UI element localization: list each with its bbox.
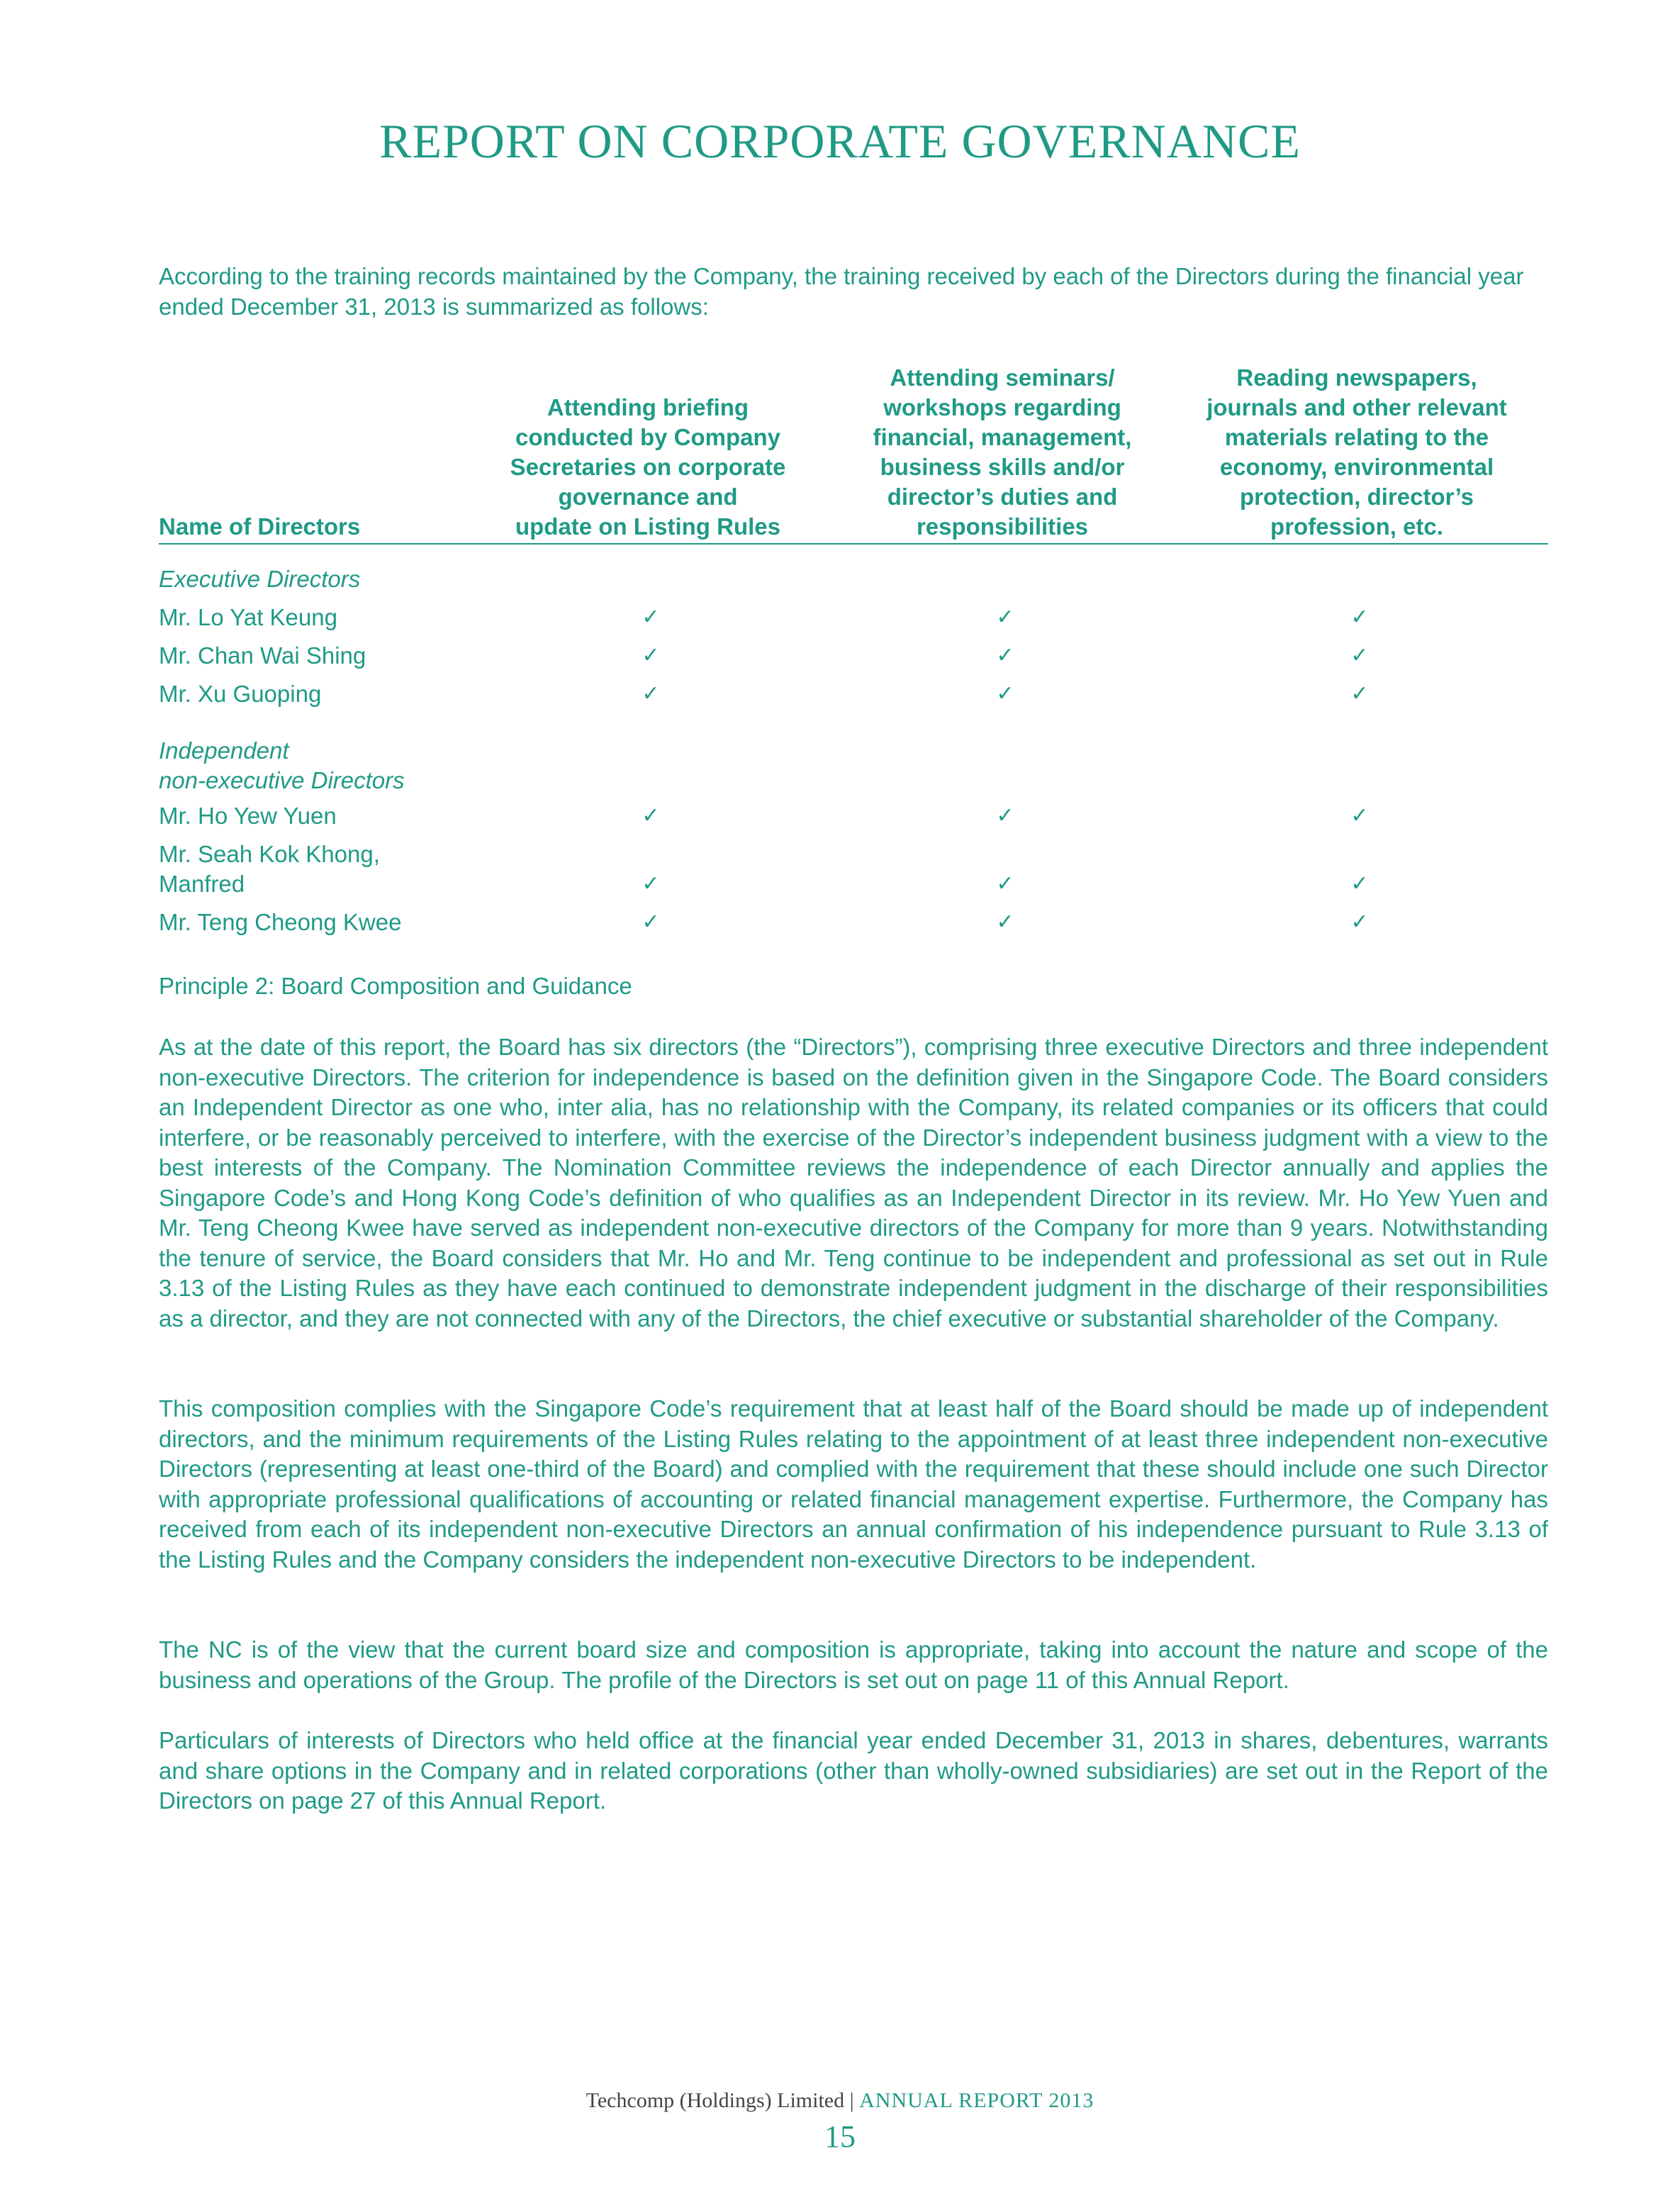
check-icon: ✓ bbox=[642, 803, 660, 828]
footer-separator: | bbox=[849, 2089, 854, 2112]
director-name: Mr. Xu Guoping bbox=[159, 681, 322, 707]
director-name: Mr. Seah Kok Khong, Manfred bbox=[159, 841, 380, 897]
header-name-of-directors: Name of Directors bbox=[159, 513, 361, 540]
page-title: REPORT ON CORPORATE GOVERNANCE bbox=[379, 114, 1301, 168]
check-icon: ✓ bbox=[1350, 605, 1369, 630]
check-icon: ✓ bbox=[1350, 643, 1369, 668]
check-icon: ✓ bbox=[996, 681, 1014, 706]
footer-company: Techcomp (Holdings) Limited bbox=[586, 2089, 845, 2112]
check-icon: ✓ bbox=[1350, 803, 1369, 828]
check-icon: ✓ bbox=[996, 871, 1014, 896]
check-icon: ✓ bbox=[1350, 681, 1369, 706]
training-table: Name of Directors Attending briefing conducted by Company Secretaries on corporate governance and update on Listing Rules Attending seminars/ workshops regarding financial, management, business skills and/or director’s duties and responsibilities Reading newspapers, journals and other relevant materials relating to the economy, environmental protection, director’s profession, etc. Executive Directors Mr. Lo Yat Keung ✓ ✓ ✓ Mr. Chan Wai Shing ✓ ✓ ✓ Mr. Xu Guoping ✓ ✓ ✓ Independent non-executive Directors Mr. Ho Yew Yuen ✓ ✓ ✓ Mr. Seah Kok Khong, Manfred ✓ ✓ ✓ Mr. Teng Cheong Kwee ✓ ✓ ✓ bbox=[159, 362, 1548, 545]
director-name: Mr. Chan Wai Shing bbox=[159, 642, 366, 669]
check-icon: ✓ bbox=[642, 910, 660, 934]
footer-report: ANNUAL REPORT 2013 bbox=[859, 2089, 1094, 2112]
check-icon: ✓ bbox=[996, 643, 1014, 668]
header-reading: Reading newspapers, journals and other relevant materials relating to the economy, environmental protection, director’s profession, etc. bbox=[1206, 364, 1507, 540]
principle-heading: Principle 2: Board Composition and Guidance bbox=[159, 973, 632, 999]
intro-paragraph: According to the training records maintained by the Company, the training received by each of the Directors during the financial year ended December 31, 2013 is summarized as follows: bbox=[159, 263, 1524, 320]
body-paragraph-4: Particulars of interests of Directors who held office at the financial year ended December 31, 2013 in shares, debentures, warrants and share options in the Company and in related corporations (other than wholly-owned subsidiaries) are set out in the Report of the Directors on page 27 of this Annual Report. bbox=[159, 1727, 1548, 1814]
check-icon: ✓ bbox=[642, 643, 660, 668]
page-number: 15 bbox=[824, 2119, 856, 2154]
check-icon: ✓ bbox=[642, 681, 660, 706]
check-icon: ✓ bbox=[1350, 871, 1369, 896]
body-paragraph-3: The NC is of the view that the current board size and composition is appropriate, taking into account the nature and scope of the business and operations of the Group. The profile of the Directors is set out on page 11 of this Annual Report. bbox=[159, 1636, 1548, 1693]
director-name: Mr. Lo Yat Keung bbox=[159, 604, 337, 630]
footer bbox=[0, 2089, 1680, 2113]
header-briefing: Attending briefing conducted by Company Secretaries on corporate governance and update on Listing Rules bbox=[510, 394, 786, 540]
check-icon: ✓ bbox=[642, 605, 660, 630]
body-paragraph-1: As at the date of this report, the Board has six directors (the “Directors”), comprising three executive Directors and three independent non-executive Directors. The criterion for independence is based on the definition given in the Singapore Code. The Board considers an Independent Director as one who, inter alia, has no relationship with the Company, its related companies or its officers that could interfere, or be reasonably perceived to interfere, with the exercise of the Director’s independent business judgment with a view to the best interests of the Company. The Nomination Committee reviews the independence of each Director annually and applies the Singapore Code’s and Hong Kong Code’s definition of who qualifies as an Independent Director in its review. Mr. Ho Yew Yuen and Mr. Teng Cheong Kwee have served as independent non-executive directors of the Company for more than 9 years. Notwithstanding the tenure of service, the Board considers that Mr. Ho and Mr. Teng continue to be independent and professional as set out in Rule 3.13 of the Listing Rules as they have each continued to demonstrate independent judgment in the discharge of their responsibilities as a director, and they are not connected with any of the Directors, the chief executive or substantial shareholder of the Company. bbox=[159, 1034, 1548, 1332]
check-icon: ✓ bbox=[642, 871, 660, 896]
check-icon: ✓ bbox=[996, 910, 1014, 934]
header-seminars: Attending seminars/ workshops regarding financial, management, business skills and/or director’s duties and responsibilities bbox=[873, 364, 1132, 540]
check-icon: ✓ bbox=[996, 803, 1014, 828]
body-paragraph-2: This composition complies with the Singapore Code’s requirement that at least half of the Board should be made up of independent directors, and the minimum requirements of the Listing Rules relating to the appointment of at least three independent non-executive Directors (representing at least one-third of the Board) and complied with the requirement that these should include one such Director with appropriate professional qualifications of accounting or related financial management expertise. Furthermore, the Company has received from each of its independent non-executive Directors an annual confirmation of his independence pursuant to Rule 3.13 of the Listing Rules and the Company considers the independent non-executive Directors to be independent. bbox=[159, 1395, 1548, 1573]
check-icon: ✓ bbox=[996, 605, 1014, 630]
director-name: Mr. Teng Cheong Kwee bbox=[159, 909, 402, 935]
director-name: Mr. Ho Yew Yuen bbox=[159, 803, 337, 829]
check-icon: ✓ bbox=[1350, 910, 1369, 934]
table-header bbox=[159, 362, 1548, 545]
group-independent-directors: Independent non-executive Directors bbox=[159, 737, 405, 793]
